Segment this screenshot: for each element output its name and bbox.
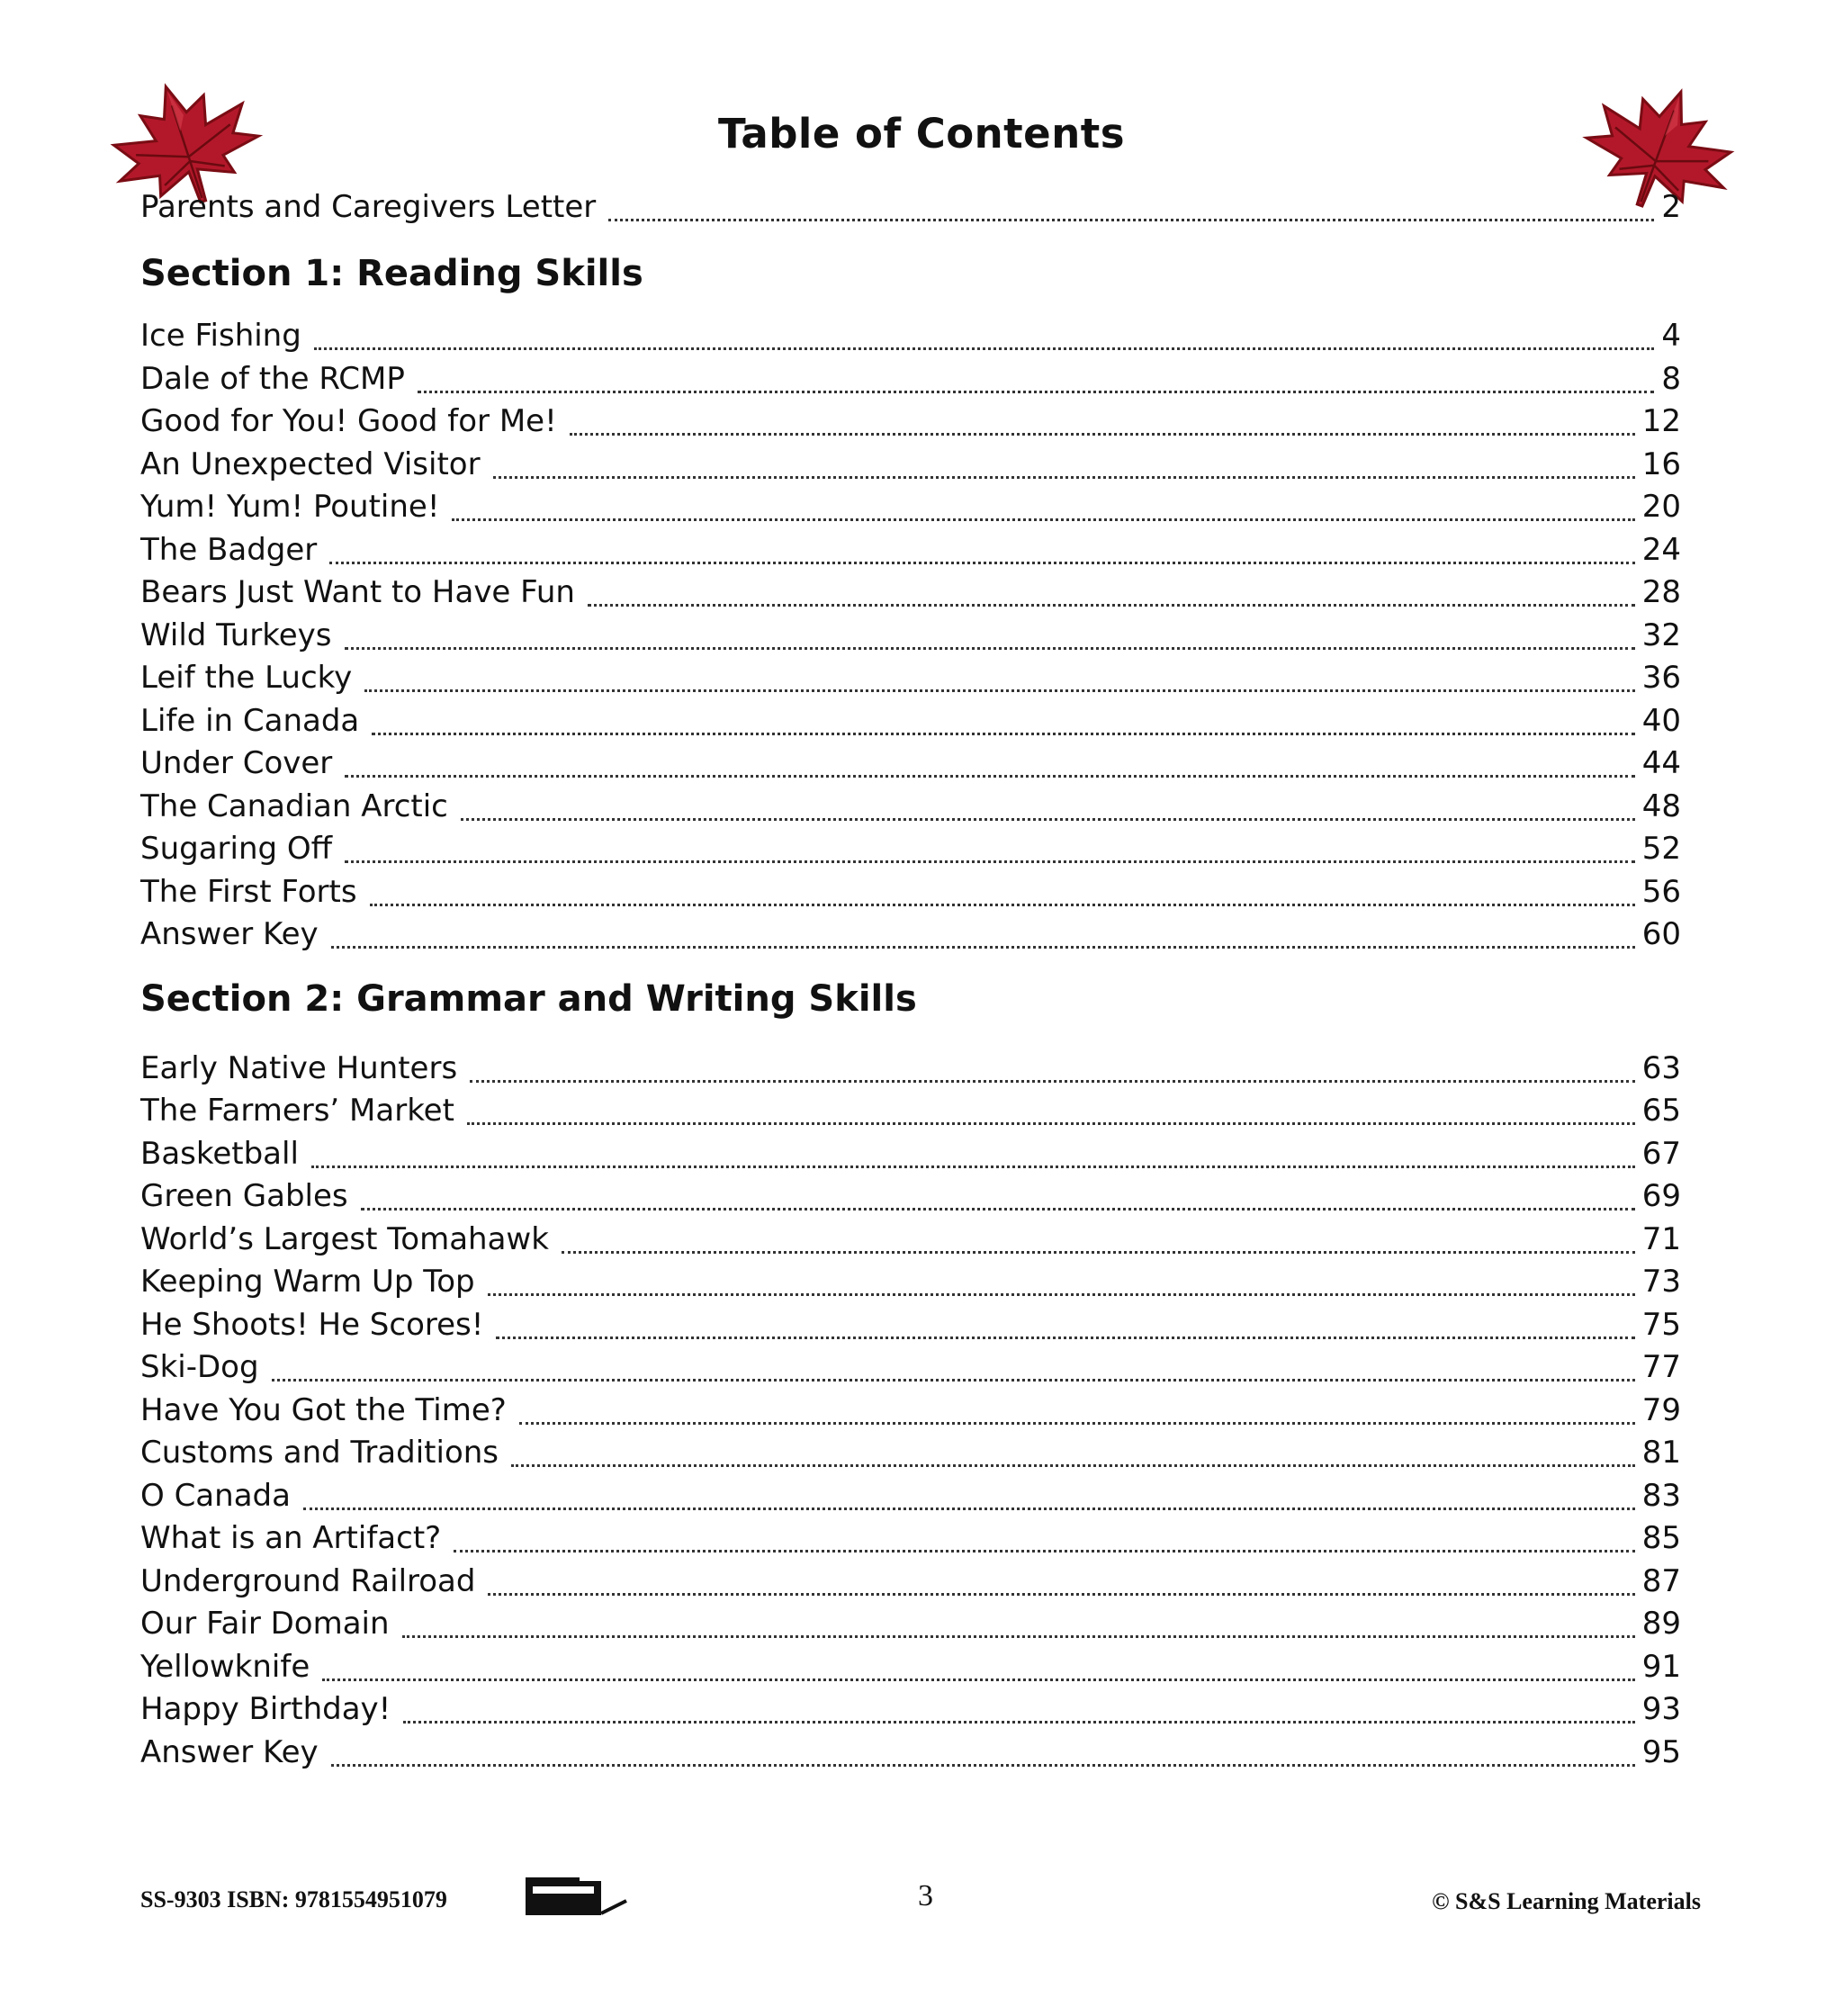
footer-copyright: © S&S Learning Materials [1432,1888,1701,1914]
toc-entry-page: 48 [1641,788,1681,824]
toc-entry-title: World’s Largest Tomahawk [140,1221,549,1257]
toc-entry-page: 87 [1641,1563,1681,1599]
toc-entry-page: 67 [1641,1136,1681,1172]
toc-entry-page: 93 [1641,1691,1681,1727]
toc-entry-title: Sugaring Off [140,831,333,867]
toc-entry-page: 81 [1641,1435,1681,1471]
toc-entry-page: 28 [1641,574,1681,610]
toc-entry-title: Our Fair Domain [140,1606,390,1642]
toc-entry-page: 69 [1641,1178,1681,1214]
toc-leader-dots [361,1208,1635,1210]
toc-leader-dots [608,219,1654,221]
toc-entry-page: 12 [1641,403,1681,439]
toc-leader-dots [511,1464,1635,1467]
toc-entry-title: Life in Canada [140,703,360,739]
toc-leader-dots [311,1166,1635,1168]
toc-leader-dots [418,391,1654,393]
toc-leader-dots [493,476,1635,479]
toc-entry-page: 24 [1641,532,1681,568]
toc-entry-page: 77 [1641,1349,1681,1385]
toc-entry-title: Early Native Hunters [140,1050,458,1086]
toc-leader-dots [272,1379,1635,1382]
toc-entry-title: Yum! Yum! Poutine! [140,489,440,525]
toc-entry-page: 2 [1661,189,1681,225]
toc-entry-page: 4 [1661,318,1681,354]
toc-entry-title: Bears Just Want to Have Fun [140,574,575,610]
toc-entry-title: O Canada [140,1478,291,1514]
toc-entry-page: 32 [1641,617,1681,653]
toc-entry[interactable] [140,699,1681,742]
toc-entry-title: Answer Key [140,916,319,952]
toc-entry[interactable] [140,314,1681,357]
toc-entry[interactable] [140,1389,1681,1432]
toc-entry-page: 73 [1641,1264,1681,1300]
toc-leader-dots [403,1721,1634,1724]
toc-entry[interactable] [140,1346,1681,1389]
toc-entry-title: Under Cover [140,745,333,781]
toc-entry-page: 44 [1641,745,1681,781]
toc-entry-page: 85 [1641,1520,1681,1556]
toc-entry-title: Keeping Warm Up Top [140,1264,475,1300]
toc-entry-title: Ice Fishing [140,318,301,354]
toc-leader-dots [461,818,1635,821]
toc-leader-dots [331,1764,1635,1767]
toc-entry[interactable] [140,1474,1681,1517]
toc-entry-page: 36 [1641,660,1681,696]
toc-entry-title: The First Forts [140,874,357,910]
toc-entry-page: 89 [1641,1606,1681,1642]
toc-entry-page: 79 [1641,1392,1681,1428]
toc-entry[interactable] [140,1431,1681,1474]
toc-leader-dots [454,1550,1635,1552]
toc-entry[interactable] [140,827,1681,870]
toc-leader-dots [488,1293,1635,1296]
toc-leader-dots [588,604,1635,607]
toc-entry-title: Leif the Lucky [140,660,353,696]
toc-entry[interactable] [140,870,1681,914]
toc-entry[interactable] [140,1602,1681,1645]
toc-leader-dots [370,904,1635,906]
toc-entry-title: Ski-Dog [140,1349,259,1385]
page-title: Table of Contents [717,110,1126,158]
toc-entry[interactable] [140,1132,1681,1175]
toc-leader-dots [562,1251,1635,1254]
toc-entry[interactable] [140,1260,1681,1303]
toc-entry-page: 75 [1641,1307,1681,1343]
toc-entry[interactable] [140,1516,1681,1560]
toc-entry[interactable] [140,357,1681,400]
toc-entry-page: 16 [1641,446,1681,482]
toc-entry-page: 63 [1641,1050,1681,1086]
toc-entry-title: Customs and Traditions [140,1435,499,1471]
toc-entry-title: He Shoots! He Scores! [140,1307,484,1343]
toc-leader-dots [345,647,1635,650]
toc-entry[interactable] [140,443,1681,486]
toc-entry-title: Parents and Caregivers Letter [140,189,597,225]
toc-leader-dots [402,1635,1635,1638]
toc-entry[interactable] [140,400,1681,443]
toc-entry[interactable] [140,528,1681,572]
toc-entry[interactable] [140,1047,1681,1090]
toc-entry-page: 71 [1641,1221,1681,1257]
toc-entry[interactable] [140,1089,1681,1132]
toc-leader-dots [303,1508,1635,1510]
toc-entry-page: 20 [1641,489,1681,525]
toc-entry-page: 91 [1641,1649,1681,1685]
toc-entry-page: 40 [1641,703,1681,739]
toc-entry-title: Underground Railroad [140,1563,476,1599]
toc-leader-dots [488,1593,1634,1596]
toc-entry[interactable] [140,571,1681,614]
toc-entry-title: The Canadian Arctic [140,788,448,824]
toc-entry-page: 56 [1641,874,1681,910]
toc-entry-title: Wild Turkeys [140,617,332,653]
toc-leader-dots [452,518,1634,521]
toc-entry-title: Green Gables [140,1178,348,1214]
toc-entry-page: 52 [1641,831,1681,867]
toc-entry[interactable] [140,485,1681,528]
toc-entry-page: 95 [1641,1734,1681,1770]
toc-entry[interactable] [140,1645,1681,1688]
toc-leader-dots [570,433,1635,436]
toc-leader-dots [331,946,1635,949]
toc-entry-title: The Badger [140,532,318,568]
toc-leader-dots [519,1422,1635,1425]
section-heading: Section 1: Reading Skills [140,253,643,294]
toc-entry-title: Dale of the RCMP [140,361,405,397]
toc-leader-dots [322,1678,1634,1681]
toc-entry-title: Basketball [140,1136,299,1172]
toc-entry[interactable] [140,913,1681,956]
page-number: 3 [918,1879,933,1912]
toc-entry-title: Yellowknife [140,1649,310,1685]
toc-leader-dots [372,733,1634,735]
toc-entry[interactable] [140,614,1681,657]
toc-entry-title: Good for You! Good for Me! [140,403,557,439]
toc-leader-dots [314,347,1655,350]
toc-entry[interactable] [140,1560,1681,1603]
toc-entry[interactable] [140,1303,1681,1346]
toc-leader-dots [329,562,1634,564]
toc-leader-dots [496,1336,1634,1339]
toc-entry-title: The Farmers’ Market [140,1093,454,1129]
toc-entry[interactable] [140,656,1681,699]
scanner-icon [522,1874,630,1919]
toc-entry-title: An Unexpected Visitor [140,446,481,482]
toc-leader-dots [345,775,1634,778]
toc-entry-title: Answer Key [140,1734,319,1770]
toc-entry[interactable] [140,1731,1681,1774]
toc-entry-title: Happy Birthday! [140,1691,391,1727]
toc-entry[interactable] [140,785,1681,828]
section-heading: Section 2: Grammar and Writing Skills [140,978,917,1020]
toc-entry-page: 60 [1641,916,1681,952]
toc-entry[interactable] [140,742,1681,785]
toc-entry[interactable] [140,1688,1681,1731]
toc-entry[interactable] [140,185,1681,229]
toc-leader-dots [364,689,1634,692]
toc-entry-page: 65 [1641,1093,1681,1129]
toc-entry-page: 83 [1641,1478,1681,1514]
toc-leader-dots [345,860,1635,863]
toc-entry-page: 8 [1661,361,1681,397]
toc-entry[interactable] [140,1174,1681,1218]
toc-entry-title: What is an Artifact? [140,1520,442,1556]
toc-entry-title: Have You Got the Time? [140,1392,507,1428]
toc-leader-dots [470,1080,1635,1083]
toc-entry[interactable] [140,1218,1681,1261]
footer-isbn: SS-9303 ISBN: 9781554951079 [140,1886,447,1912]
toc-leader-dots [467,1122,1635,1125]
